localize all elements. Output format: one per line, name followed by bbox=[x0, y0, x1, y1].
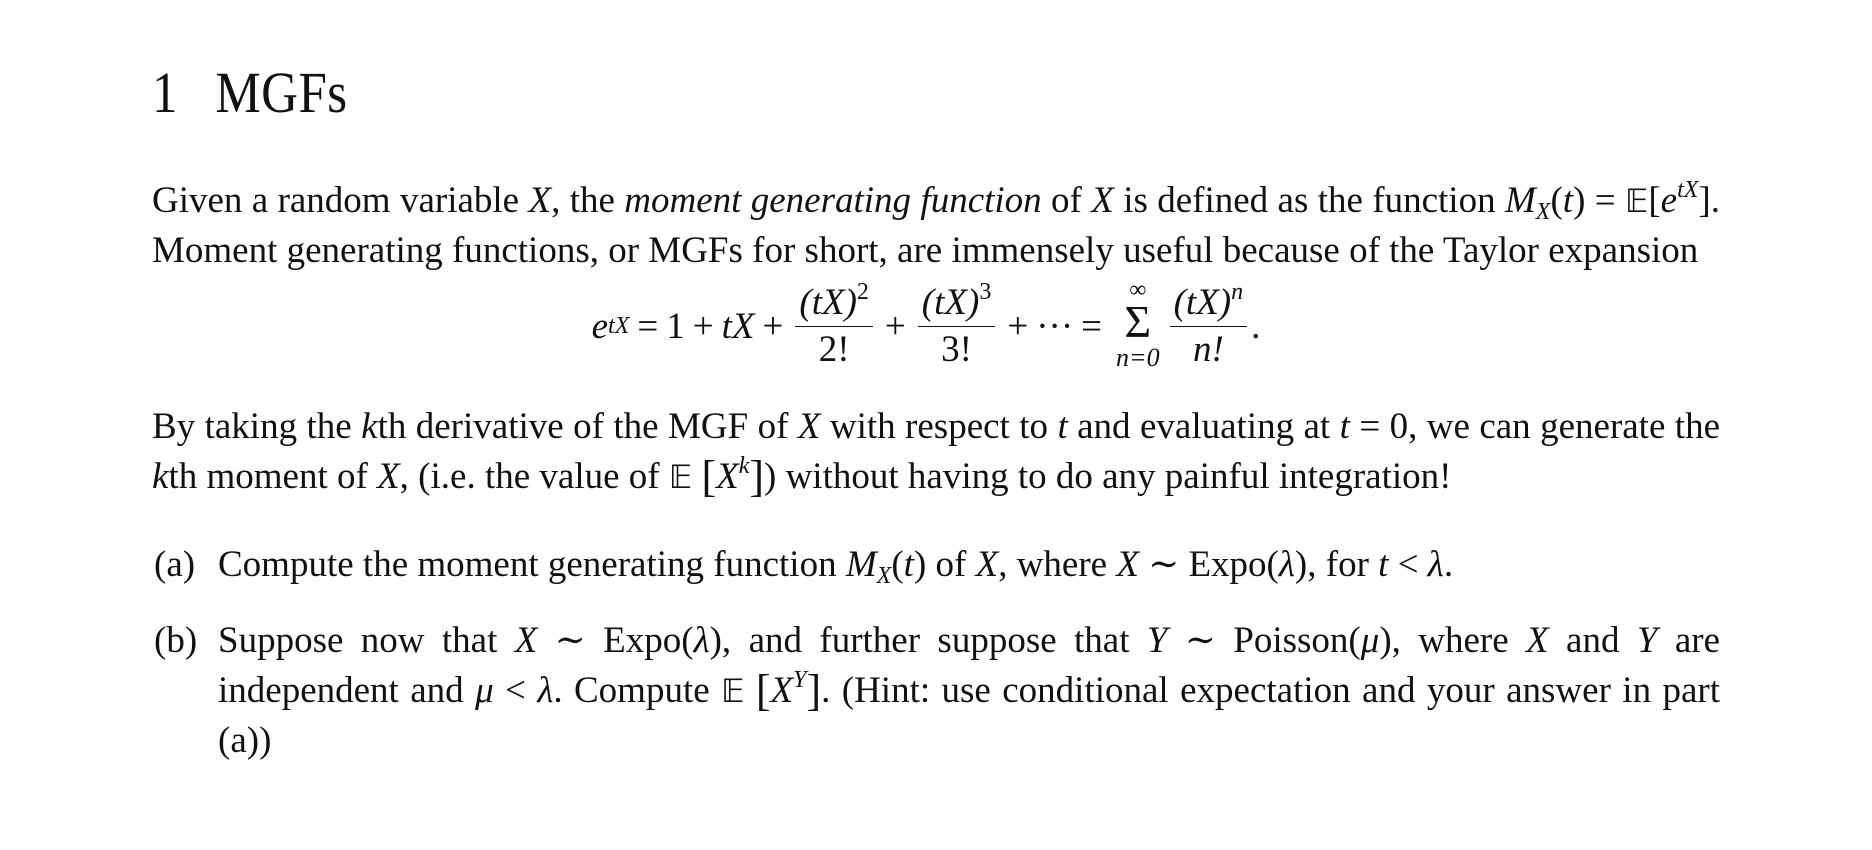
problem-list bbox=[152, 540, 1720, 766]
fraction-general-term: $\frac{(tX)^n}{n!}$ bbox=[1170, 282, 1248, 371]
expectation-symbol: 𝔼 bbox=[668, 458, 693, 496]
taylor-expansion-equation: e tX = 1 + tX + $\frac{(tX)^2}{2!}$ + $\frac{(tX)^3}{3!}$ + ··· = ∞ Σ n=0 $\frac{(tX)^n}{n!}$ . bbox=[591, 277, 1261, 372]
expectation-symbol: 𝔼 bbox=[1624, 182, 1649, 220]
problem-a bbox=[152, 540, 1720, 590]
section-title: MGFs bbox=[215, 60, 348, 125]
fraction-cubed: $\frac{(tX)^3}{3!}$ bbox=[918, 282, 996, 371]
problem-b bbox=[152, 616, 1720, 766]
problem-text: Suppose now that X ∼ Expo(λ), and further suppose that Y ∼ Poisson(μ), where X and Y are independent and μ < λ. Compute 𝔼 $[X^Y]$. (Hint: use conditional expectation and your answer in part (a)) bbox=[218, 620, 1720, 761]
section-heading bbox=[152, 58, 1532, 128]
document-page bbox=[152, 58, 1720, 792]
problem-label: (b) bbox=[154, 620, 198, 661]
expectation-symbol: 𝔼 bbox=[721, 672, 745, 710]
problem-text: Compute the moment generating function $M_X(t)$ of X, where X ∼ Expo(λ), for t < λ. bbox=[218, 544, 1454, 589]
problem-label: (a) bbox=[154, 544, 196, 585]
intro-paragraph: Given a random variable X, the moment generating function of X is defined as the function $M_X(t)$ = $𝔼[e^{tX}]$. Moment generating functions, or MGFs for short, are immensely useful because of the Taylor expansion bbox=[152, 177, 1720, 271]
defined-term: moment generating function bbox=[624, 180, 1042, 221]
summation-symbol: ∞ Σ n=0 bbox=[1116, 277, 1160, 372]
section-number: 1 bbox=[152, 60, 178, 125]
fraction-squared: $\frac{(tX)^2}{2!}$ bbox=[795, 282, 873, 371]
derivative-paragraph: By taking the kth derivative of the MGF of X with respect to t and evaluating at t = 0, we can generate the kth moment of X, (i.e. the value of 𝔼 $[X^k]$) without having to do any painful integration! bbox=[152, 406, 1721, 501]
